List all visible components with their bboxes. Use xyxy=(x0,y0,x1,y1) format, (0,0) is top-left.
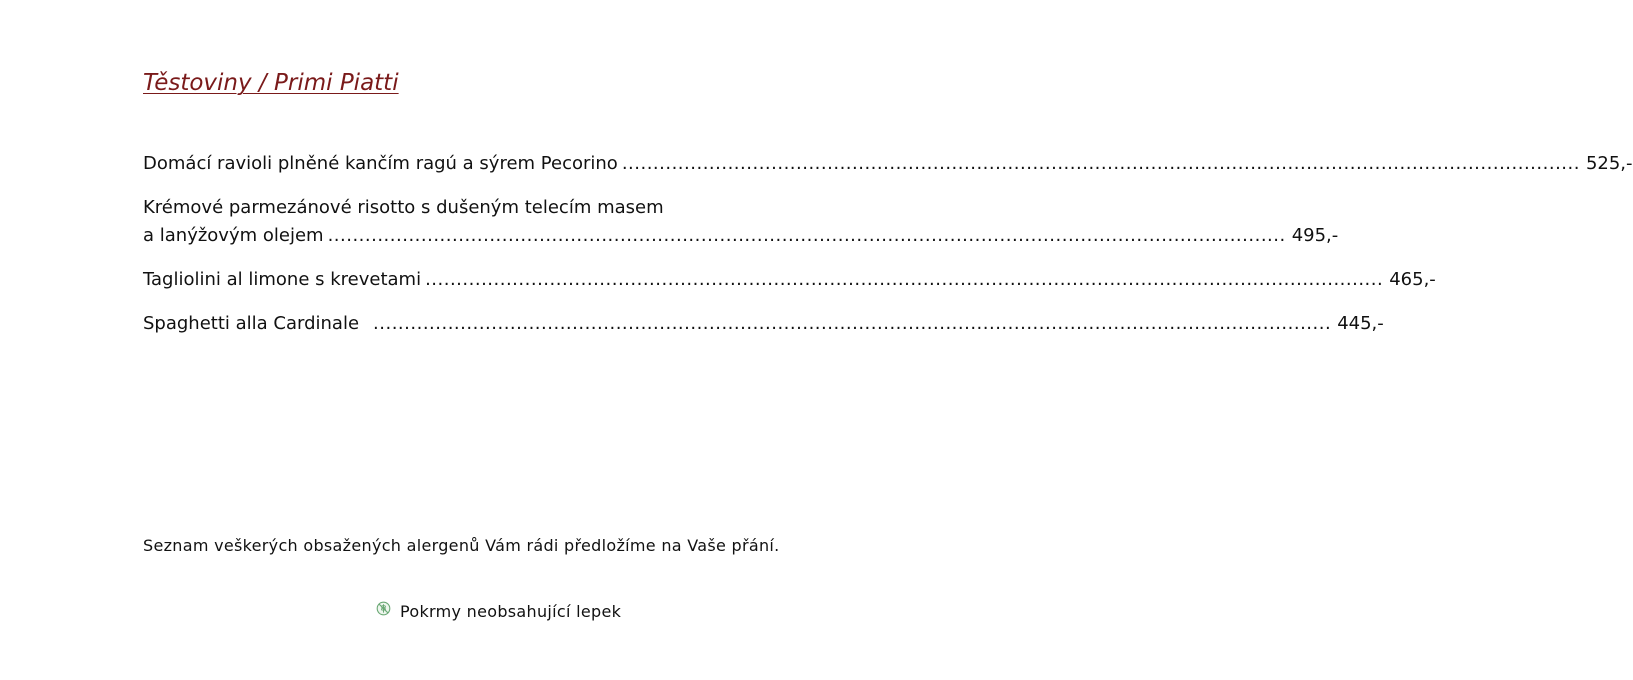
dot-leader: .......................................................................................................................................................... xyxy=(621,153,1580,174)
menu-item xyxy=(143,150,1633,178)
gluten-free-legend xyxy=(376,602,621,621)
allergen-note: Seznam veškerých obsažených alergenů Vám rádi předložíme na Vaše přání. xyxy=(143,536,780,555)
gluten-free-label: Pokrmy neobsahující lepek xyxy=(400,602,622,621)
menu-item-price: 445,- xyxy=(1337,313,1384,334)
dot-leader: .......................................................................................................................................................... xyxy=(373,313,1332,334)
dot-leader: .......................................................................................................................................................... xyxy=(327,225,1286,246)
menu-list xyxy=(143,150,1633,354)
section-title: Těstoviny / Primi Piatti xyxy=(143,70,399,96)
menu-item-name-line1: Krémové parmezánové risotto s dušeným telecím masem xyxy=(143,197,664,218)
menu-item-name: Tagliolini al limone s krevetami xyxy=(143,269,422,290)
menu-item-name: Spaghetti alla Cardinale xyxy=(143,313,360,334)
menu-item xyxy=(143,310,1384,338)
menu-item-price: 525,- xyxy=(1585,153,1633,174)
menu-item xyxy=(143,194,1339,250)
menu-item-name: Domácí ravioli plněné kančím ragú a sýrem Pecorino xyxy=(143,153,618,174)
menu-item xyxy=(143,266,1436,294)
gluten-free-icon xyxy=(376,601,391,616)
menu-item-price: 495,- xyxy=(1291,225,1339,246)
dot-leader: .......................................................................................................................................................... xyxy=(425,269,1384,290)
menu-item-name-line2: a lanýžovým olejem xyxy=(143,225,324,246)
menu-item-price: 465,- xyxy=(1389,269,1436,290)
